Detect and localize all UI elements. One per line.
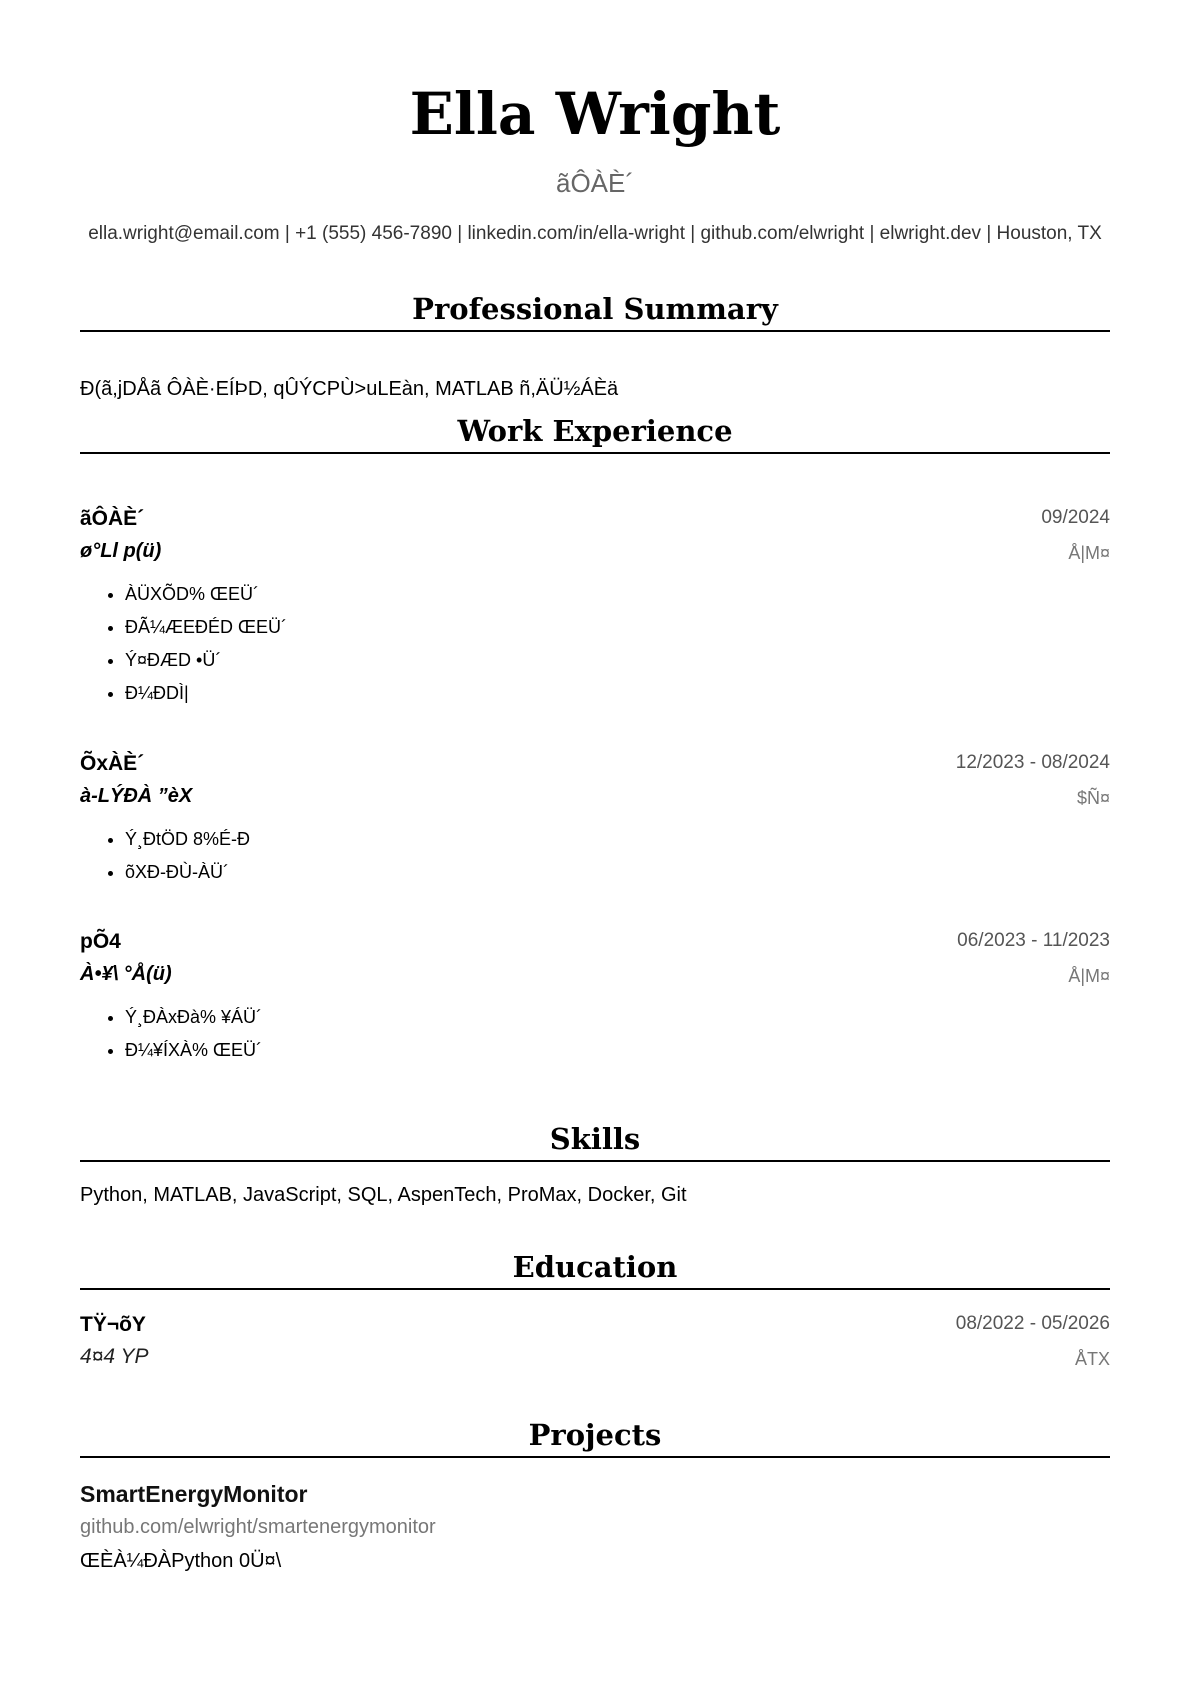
section-divider	[80, 1160, 1110, 1162]
job-date: 12/2023 - 08/2024	[955, 752, 1110, 773]
project-description: ŒÈÀ¼ÐÀPython 0Ü¤\	[80, 1550, 282, 1572]
list-item: • õXÐ-ÐÙ-ÀÜ´	[125, 856, 250, 889]
section-divider	[80, 1456, 1110, 1458]
section-divider	[80, 452, 1110, 454]
job-date: 09/2024	[1041, 507, 1110, 528]
project-link[interactable]: github.com/elwright/smartenergymonitor	[80, 1516, 436, 1538]
list-item: • Ý¸ÐÀxÐà% ¥ÁÜ´	[125, 1001, 262, 1034]
job-bullets	[95, 823, 250, 889]
summary-text: Ð(ã,jDÅã ÔÀÈ·EÍÞD, qÛÝCPÙ>uLEàn, MATLAB ñ,ÄÜ½ÁÈä	[80, 378, 619, 400]
list-item: • Ý¤ÐÆD •Ü´	[125, 644, 287, 677]
job-bullets	[95, 578, 287, 710]
section-divider	[80, 1288, 1110, 1290]
job-title: ÕxÀÈ´	[80, 752, 145, 775]
list-item: • Ð¼ÐDÌ|	[125, 677, 287, 710]
section-title-skills: Skills	[549, 1122, 641, 1156]
contact-line: ella.wright@email.com | +1 (555) 456-7890 | linkedin.com/in/ella-wright | github.com/elwright | elwright.dev | Houston, TX	[88, 223, 1102, 244]
job-location: $Ñ¤	[1076, 788, 1110, 808]
section-title-experience: Work Experience	[457, 414, 733, 448]
job-date: 06/2023 - 11/2023	[957, 930, 1110, 951]
education-date: 08/2022 - 05/2026	[955, 1313, 1110, 1334]
list-item: • ÐÃ¼ÆEÐÉD ŒEÜ´	[125, 611, 287, 644]
education-degree: 4¤4 YP	[80, 1345, 149, 1368]
section-divider	[80, 330, 1110, 332]
job-location: Å|M¤	[1068, 543, 1110, 563]
candidate-tagline: ãÔÀÈ´	[555, 168, 635, 198]
candidate-name: Ella Wright	[409, 80, 781, 148]
education-school: TŸ¬õY	[80, 1313, 146, 1336]
section-title-projects: Projects	[528, 1418, 662, 1452]
job-company: à-LÝĐÀ ”èX	[80, 785, 193, 807]
section-title-education: Education	[512, 1250, 678, 1284]
education-location: ÅTX	[1074, 1349, 1110, 1369]
skills-text: Python, MATLAB, JavaScript, SQL, AspenTech, ProMax, Docker, Git	[80, 1184, 687, 1206]
list-item: • Ý¸ÐtÖD 8%É-Ð	[125, 823, 250, 856]
job-bullets	[95, 1001, 262, 1067]
project-name: SmartEnergyMonitor	[80, 1481, 308, 1507]
job-company: ø°Ll p(ü)	[80, 540, 162, 562]
list-item: • ÀÜXÕD% ŒEÜ´	[125, 578, 287, 611]
list-item: • Ð¼¥ÍXÀ% ŒEÜ´	[125, 1034, 262, 1067]
job-title: ãÔÀÈ´	[80, 507, 145, 530]
job-company: À•¥\ °Å(ü)	[80, 963, 172, 985]
section-title-summary: Professional Summary	[412, 292, 778, 326]
job-location: Å|M¤	[1068, 966, 1110, 986]
job-title: pÕ4	[80, 930, 121, 953]
